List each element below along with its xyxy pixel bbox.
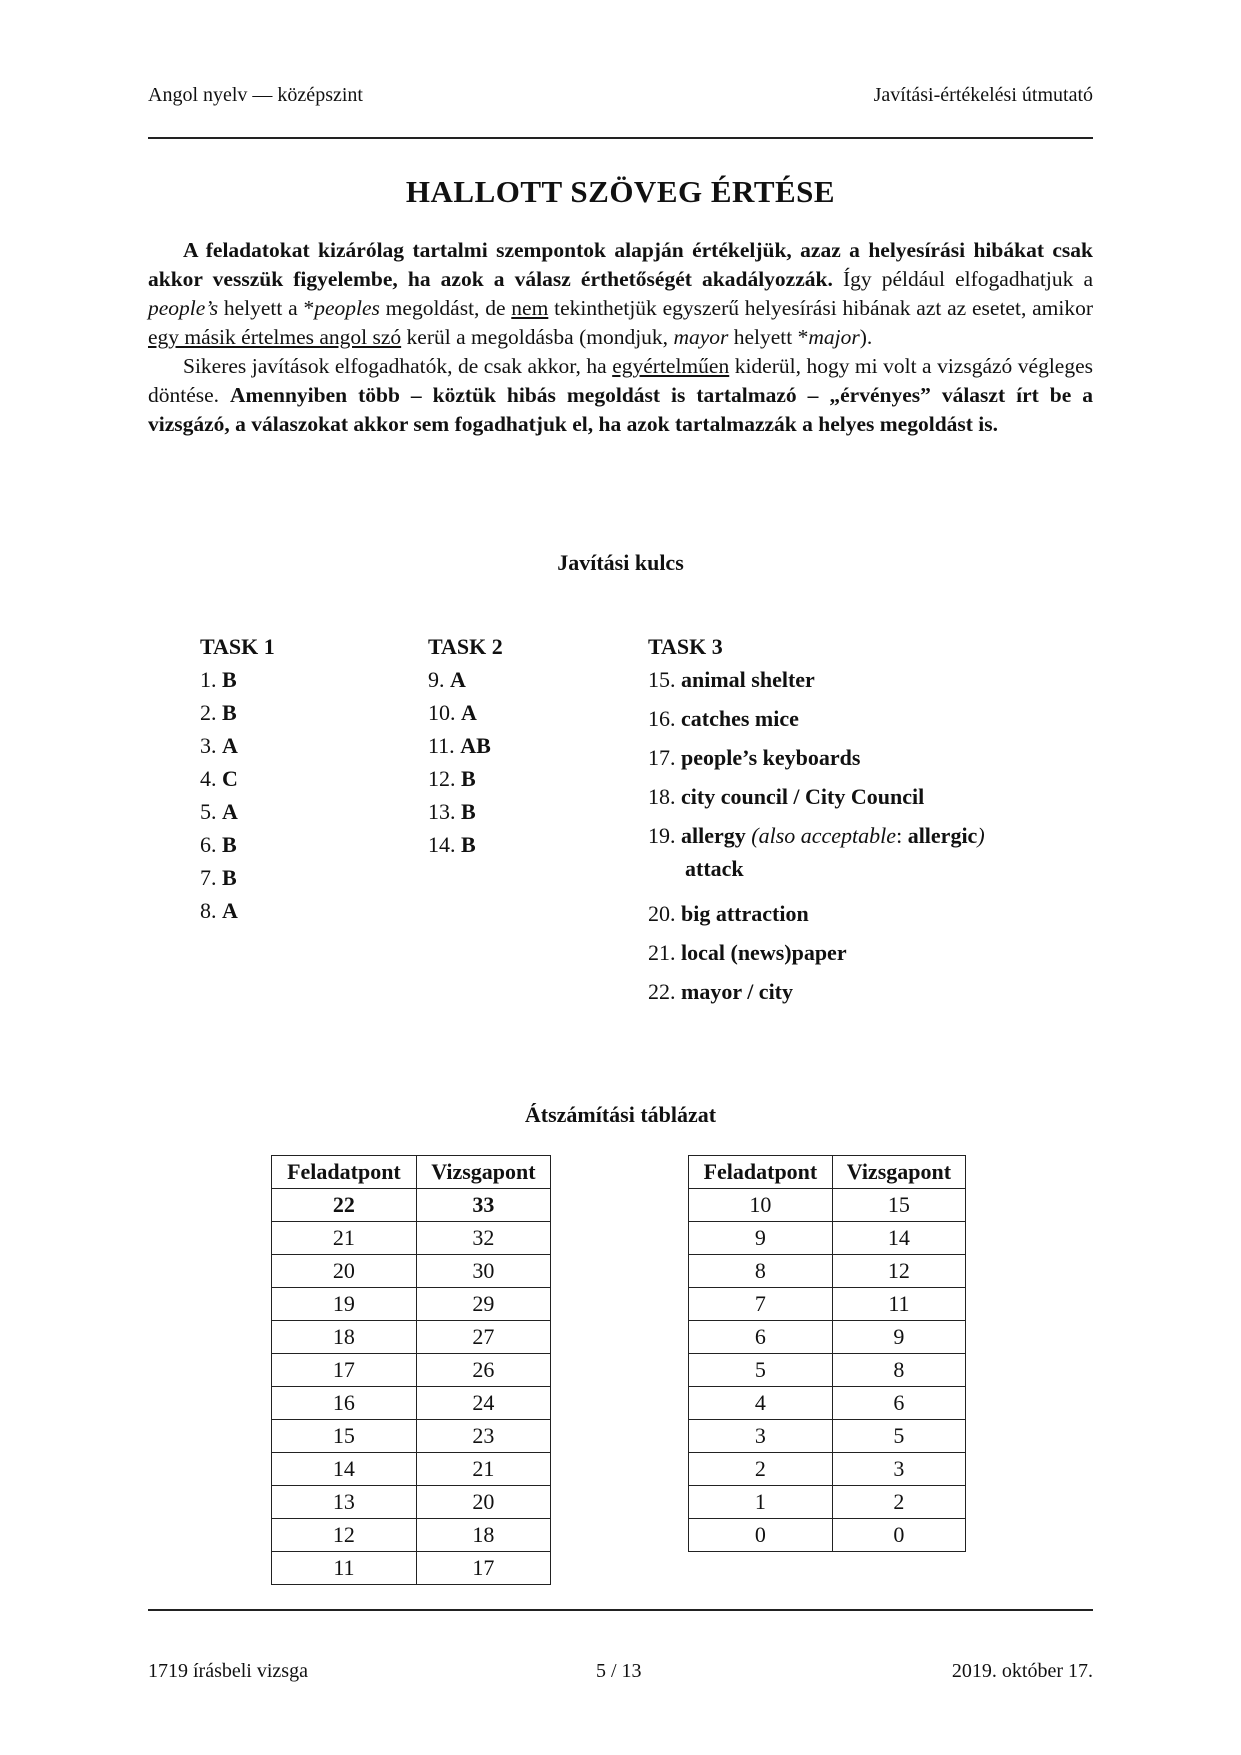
exam-points-cell: 9 [832,1321,965,1354]
answer-number: 5. [200,799,217,824]
answer-item [200,762,275,795]
task-points-cell: 18 [272,1321,417,1354]
table-row [272,1222,551,1255]
answer-value: people’s keyboards [681,745,861,770]
page-header [148,84,1093,107]
answer-number: 8. [200,898,217,923]
exam-points-cell: 17 [416,1552,550,1585]
answer-number: 14. [428,832,456,857]
table-row [272,1387,551,1420]
answer-value: A [222,799,238,824]
table-row [272,1519,551,1552]
answer-value-continued: attack [685,856,744,881]
task-points-cell: 22 [272,1189,417,1222]
p1-italic-4: major [808,325,860,349]
answer-number: 4. [200,766,217,791]
exam-points-cell: 8 [832,1354,965,1387]
answer-number: 7. [200,865,217,890]
task-points-cell: 12 [272,1519,417,1552]
answer-number: 2. [200,700,217,725]
answer-value: B [222,700,237,725]
exam-points-cell: 11 [832,1288,965,1321]
conversion-table-left [271,1155,551,1585]
exam-points-cell: 23 [416,1420,550,1453]
header-subject: Angol nyelv — középszint [148,84,363,106]
p1-text-f: helyett * [728,325,809,349]
task-points-cell: 20 [272,1255,417,1288]
exam-points-cell: 21 [416,1453,550,1486]
answer-value: B [461,832,476,857]
exam-points-cell: 30 [416,1255,550,1288]
answer-number: 15. [648,667,676,692]
p2-text-b: kiderül, hogy mi volt a vizsgázó végleges döntése. [148,354,1093,407]
answer-item [648,819,985,897]
table-row [689,1453,966,1486]
footer-exam-code: 1719 írásbeli vizsga [148,1660,308,1682]
answer-note-colon: : [896,823,908,848]
table-row [689,1354,966,1387]
answer-value: AB [460,733,491,758]
answer-value: local (news)paper [681,940,847,965]
task2-heading: TASK 2 [428,634,503,659]
answer-value: big attraction [681,901,809,926]
task-points-cell: 10 [689,1189,833,1222]
exam-points-cell: 14 [832,1222,965,1255]
answer-number: 6. [200,832,217,857]
table-row [689,1321,966,1354]
col-header-task-points: Feladatpont [272,1156,417,1189]
answer-value: A [222,733,238,758]
p1-bold: A feladatokat kizárólag tartalmi szempontok alapján értékeljük, azaz a helyesírási hibákat csak akkor vesszük figyelembe, ha azok a válasz érthetőségét akadályozzák. [148,238,1093,291]
exam-points-cell: 3 [832,1453,965,1486]
task-points-cell: 16 [272,1387,417,1420]
page-title: HALLOTT SZÖVEG ÉRTÉSE [405,174,836,209]
exam-points-cell: 5 [832,1420,965,1453]
answer-item [648,663,985,702]
footer-page-number: 5 / 13 [596,1660,642,1682]
exam-points-cell: 2 [832,1486,965,1519]
table-row [272,1255,551,1288]
answer-value: A [461,700,477,725]
answer-item [200,696,275,729]
table-row [689,1255,966,1288]
answer-value: animal shelter [681,667,815,692]
task-points-cell: 3 [689,1420,833,1453]
answer-item [648,780,985,819]
p1-text-a: Így például elfogadhatjuk a [832,267,1093,291]
task-points-cell: 7 [689,1288,833,1321]
p1-text-b: helyett a * [218,296,315,320]
answer-value: C [222,766,238,791]
task-points-cell: 0 [689,1519,833,1552]
table-row [689,1387,966,1420]
p1-italic-2: peoples [314,296,380,320]
footer-rule [148,1609,1093,1611]
table-row [272,1354,551,1387]
answer-item [648,897,985,936]
answer-item [200,729,275,762]
table-row [689,1189,966,1222]
answer-item [648,936,985,975]
answer-value: B [222,667,237,692]
col-header-task-points: Feladatpont [689,1156,833,1189]
p2-text-a: Sikeres javítások elfogadhatók, de csak akkor, ha [183,354,613,378]
exam-points-cell: 32 [416,1222,550,1255]
answer-item [428,795,503,828]
answer-number: 17. [648,745,676,770]
task-points-cell: 14 [272,1453,417,1486]
col-header-exam-points: Vizsgapont [832,1156,965,1189]
task-points-cell: 15 [272,1420,417,1453]
answer-item [648,741,985,780]
answer-value: city council / City Council [681,784,925,809]
conversion-table-right [688,1155,966,1552]
exam-points-cell: 27 [416,1321,550,1354]
conversion-title: Átszámítási táblázat [524,1102,717,1127]
p1-text-e: kerül a megoldásba (mondjuk, [401,325,674,349]
answer-item [200,861,275,894]
table-row [272,1189,551,1222]
table-row [272,1552,551,1585]
p1-italic-1: people’s [148,296,219,320]
answer-item [200,894,275,927]
answer-number: 10. [428,700,456,725]
answer-number: 22. [648,979,676,1004]
exam-points-cell: 29 [416,1288,550,1321]
exam-points-cell: 12 [832,1255,965,1288]
p2-bold: Amennyiben több – köztük hibás megoldást is tartalmazó – „érvényes” választ írt be a vizsgázó, a válaszokat akkor sem fogadhatjuk el, ha azok tartalmazzák a helyes megoldást is. [148,383,1093,436]
answer-value: A [450,667,466,692]
task-points-cell: 1 [689,1486,833,1519]
answer-note-close: ) [977,823,985,848]
exam-points-cell: 26 [416,1354,550,1387]
exam-points-cell: 0 [832,1519,965,1552]
table-row [272,1321,551,1354]
table-row [272,1420,551,1453]
answer-item [648,975,985,1014]
task-points-cell: 8 [689,1255,833,1288]
exam-points-cell: 15 [832,1189,965,1222]
answer-number: 9. [428,667,445,692]
answer-value: B [461,799,476,824]
task1-column [200,634,275,927]
answer-item [200,828,275,861]
answer-item [428,663,503,696]
task-points-cell: 19 [272,1288,417,1321]
answer-number: 21. [648,940,676,965]
instructions-paragraph-1 [148,236,1093,352]
answer-number: 12. [428,766,456,791]
p1-text-c: megoldást, de [379,296,512,320]
task3-column [648,634,985,1014]
answer-alternative: allergic [907,823,978,848]
answer-item [428,828,503,861]
answer-number: 11. [428,733,455,758]
col-header-exam-points: Vizsgapont [416,1156,550,1189]
answer-number: 13. [428,799,456,824]
instructions [148,236,1093,439]
answer-value: allergy [681,823,746,848]
table-row [689,1288,966,1321]
task-points-cell: 6 [689,1321,833,1354]
task-points-cell: 2 [689,1453,833,1486]
header-doc-type: Javítási-értékelési útmutató [873,84,1093,106]
answer-item [648,702,985,741]
exam-points-cell: 20 [416,1486,550,1519]
table-row [689,1519,966,1552]
exam-points-cell: 6 [832,1387,965,1420]
answer-item [200,663,275,696]
answer-value: mayor / city [681,979,794,1004]
table-row [272,1288,551,1321]
task-points-cell: 4 [689,1387,833,1420]
p1-text-g: ). [859,325,873,349]
task-points-cell: 17 [272,1354,417,1387]
key-title: Javítási kulcs [557,550,684,575]
answer-value: B [222,865,237,890]
table-row [689,1222,966,1255]
task-points-cell: 9 [689,1222,833,1255]
answer-number: 1. [200,667,217,692]
instructions-paragraph-2 [148,352,1093,439]
table-row [272,1453,551,1486]
answer-number: 16. [648,706,676,731]
task-points-cell: 13 [272,1486,417,1519]
table-row [689,1486,966,1519]
page-footer [148,1660,1093,1683]
answer-item [428,762,503,795]
p1-italic-3: mayor [673,325,729,349]
task2-column [428,634,503,861]
p1-underline-2: egy másik értelmes angol szó [148,325,402,349]
p1-underline-1: nem [511,296,549,320]
footer-date: 2019. október 17. [951,1660,1093,1682]
header-rule [148,137,1093,139]
exam-points-cell: 24 [416,1387,550,1420]
answer-item [200,795,275,828]
answer-number: 19. [648,823,676,848]
task-points-cell: 5 [689,1354,833,1387]
answer-value: catches mice [681,706,799,731]
task-points-cell: 11 [272,1552,417,1585]
p1-text-d: tekinthetjük egyszerű helyesírási hibának azt az esetet, amikor [548,296,1093,320]
exam-points-cell: 33 [416,1189,550,1222]
task-points-cell: 21 [272,1222,417,1255]
task3-heading: TASK 3 [648,634,723,659]
task1-heading: TASK 1 [200,634,275,659]
answer-item [428,729,503,762]
exam-points-cell: 18 [416,1519,550,1552]
answer-note: (also acceptable [751,823,897,848]
answer-value: A [222,898,238,923]
answer-value: B [222,832,237,857]
answer-number: 18. [648,784,676,809]
answer-number: 20. [648,901,676,926]
answer-item [428,696,503,729]
p2-underline: egyértelműen [612,354,730,378]
table-row [272,1486,551,1519]
answer-number: 3. [200,733,217,758]
answer-value: B [461,766,476,791]
table-row [689,1420,966,1453]
